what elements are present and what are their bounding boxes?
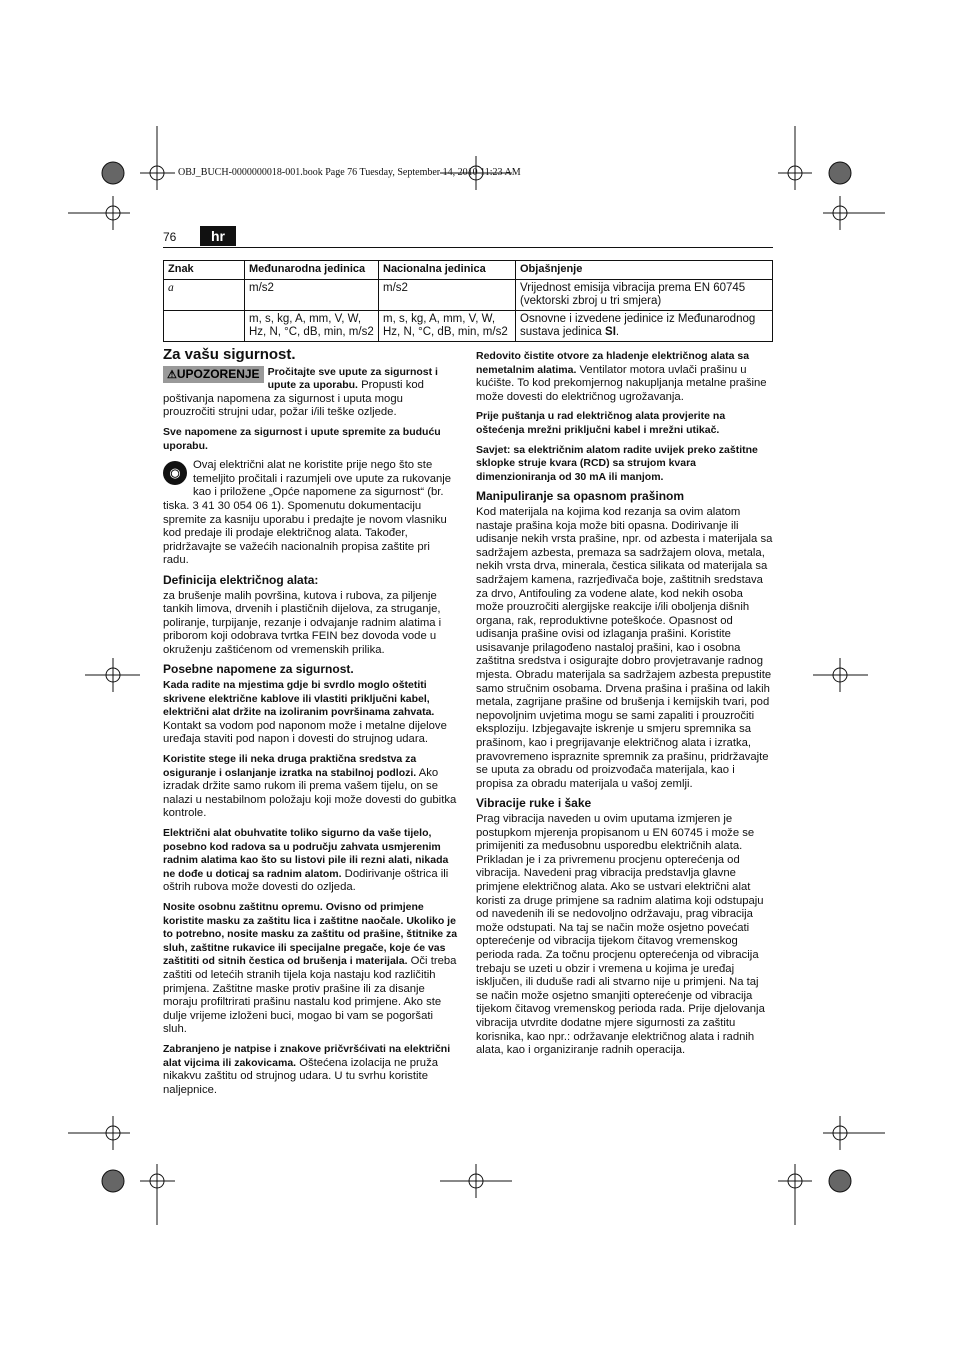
vibration-text: Prag vibracija naveden u ovim uputama izmjeren je postupkom mjerenja propisanom u EN 60745 i može se primijeniti za međusobnu usporedbu električnih alata. Prikladan je i za privremenu procjenu opterećenja od vibracija. Navedeni prag vibracija predstavlja glavne primjene električnog alata. Ako se ustvari električni alat koristi za druge primjene sa radnim alatima koji odstupaju od navedenih ili se nedovoljno održavaju, prag vibracija može odstupati. Na taj se način može osjetno povećati opterećenje od vibracija tijekom čitavog vremenskog perioda rada. Za točnu procjenu opterećenja od vibracija trebaju se uzeti u obzir i vremena u kojima je uređaj isključen, ili duduše radi ali stvarno nije u primjeni. Na taj se način može osjetno smanjiti opterećenje od vibracija tijekom čitavog vremenskog perioda rada. Prije djelovanja vibracija utvrdite dodatne mjere sigurnosti za zaštitu korisnika, kao npr.: održavanje električnog alata i radnih alata, kao i organiziranje radnih operacija. xyxy=(476,813,765,1057)
language-badge: hr xyxy=(200,226,236,246)
book-text: Ovaj električni alat ne koristite prije nego što ste temeljito pročitali i razumjeli ove upute za rukovanje kao i priložene „Opće napomene za sigurnost“ (br. tiska. 3 41 30 054 06 1). Spomenutu dokumentaciju spremite za kasniju uporabu i predajte je novom vlasniku kod predaje ili prodaje električnog alata. Također, pridržavajte se važećih nacionalnih propisa zaštite pri radu. xyxy=(163,459,452,567)
warning-text: Propusti kod poštivanja napomena za sigurnost i uputa mogu prouzročiti strujni udar, požar i/ili teške ozljede. xyxy=(163,379,424,419)
table-row xyxy=(164,280,773,311)
dust-heading: Manipuliranje sa opasnom prašinom xyxy=(476,489,685,504)
warning-bold: Pročitajte sve upute za sigurnost i upute za uporabu. xyxy=(267,365,438,392)
si-period: . xyxy=(615,326,620,338)
table-cell: a xyxy=(164,280,245,311)
header-rule xyxy=(163,247,773,248)
page-number: 76 xyxy=(163,230,177,244)
table-header: Nacionalna jedinica xyxy=(379,261,516,280)
si-abbrev: SI xyxy=(605,326,616,338)
warning-label: UPOZORENJE xyxy=(176,366,260,381)
table-cell: m, s, kg, A, mm, V, W, Hz, N, °C, dB, min, m/s2 xyxy=(379,311,516,342)
book-paragraph xyxy=(163,459,458,568)
safety-paragraph: Prije puštanja u rad električnog alata provjerite na oštećenja mrežni priključni kabel i mrežni utikač. xyxy=(476,410,726,436)
safety-paragraph: Zabranjeno je natpise i znakove pričvršćivati na električni alat vijcima ili zakovicama. Oštećena izolacija ne pruža nikakvu zaštitu od strujnog udara. U tu svrhu koristite naljepnice. xyxy=(163,1042,451,1096)
warning-triangle-icon: ⚠ xyxy=(167,368,177,381)
table-header: Znak xyxy=(164,261,245,280)
table-row xyxy=(164,311,773,342)
rcd-advice: Savjet: sa električnim alatom radite uvijek preko zaštitne sklopke struje kvara (RCD) sa strujom kvara dimenzioniranja od 30 mA ili manjom. xyxy=(476,443,758,483)
table-cell: Vrijednost emisija vibracija prema EN 60745 (vektorski zbroj u tri smjera) xyxy=(516,280,773,311)
read-manual-icon: ◉ xyxy=(163,461,187,485)
safety-paragraph: Električni alat obuhvatite toliko sigurno da vaše tijelo, posebno kod radova sa u području zahvata usmjerenim radnim alatima kao što su listovi pile ili rezni alati, nikada ne dođe u doticaj sa radnim alatom. Dodirivanje oštrica ili oštrih rubova može dovesti do ozljeda. xyxy=(163,827,449,894)
units-table xyxy=(163,260,773,342)
left-column xyxy=(163,348,458,1103)
vibration-heading: Vibracije ruke i šake xyxy=(476,796,592,811)
table-cell xyxy=(164,311,245,342)
table-header: Objašnjenje xyxy=(516,261,773,280)
table-cell: m, s, kg, A, mm, V, W, Hz, N, °C, dB, min, m/s2 xyxy=(245,311,379,342)
definition-heading: Definicija električnog alata: xyxy=(163,572,319,587)
section-title: Za vašu sigurnost. xyxy=(163,346,296,363)
save-notice: Sve napomene za sigurnost i upute spremite za buduću uporabu. xyxy=(163,425,441,452)
si-explanation: Osnovne i izvedene jedinice iz Međunarodnog sustava jedinica xyxy=(520,313,756,338)
definition-text: za brušenje malih površina, kutova i rubova, za piljenje tankih limova, drvenih i plastičnih dijelova, za struganje, poliranje, turpijanje, rezanje i odvajanje radnim alatima i priborom koji odobrava tvrtka FEIN bez dovoda vode u okruženju zaštićenom od vremenskih prilika. xyxy=(163,589,442,656)
table-cell xyxy=(516,311,773,342)
table-cell: m/s2 xyxy=(379,280,516,311)
safety-paragraph: Kada radite na mjestima gdje bi svrdlo moglo oštetiti skrivene električne kablove ili vlastiti priključni kabel, električni alat držite na izoliranim površinama zahvata. Kontakt sa vodom pod naponom može i metalne dijelove uređaja staviti pod napon i dovesti do strujnog udara. xyxy=(163,679,447,746)
table-header-row xyxy=(164,261,773,280)
dust-text: Kod materijala na kojima kod rezanja sa ovim alatom nastaje prašina koja može biti opasna. Dodirivanje ili udisanje nekih vrsta prašine, npr. od azbesta i materijala sa sadržajem azbesta, premaza sa sadržajem olova, metala, nekih vrsta drva, minerala, čestica silikata od materijala sa sadržajem kamena, razrjeđivača boje, zaštitnih sredstava za drvo, Antifouling za vodene alate, kod nekih osoba može prouzročiti alergijske reakcije i/ili oboljenja dišnih organa, rak, reproduktivne poteškoće. Opasnost od udisanja prašine ovisi od izlaganja prašini. Koristite usisavanje prilagođeno nastaloj prašini, kao i osobna zaštitna sredstva i osigurajte dobro provjetravanje radnog mjesta. Obradu materijala sa sadržajem azbesta prepustite samo stručnim osobama. Drvena prašina i prašina od lakih metala, zagrijane prašine od brušenja i kemijskih tvari, pod nepovoljnim uvjetima mogu se sami zapaliti i prouzročiti eksploziju. Izbjegavajte iskrenje u smjeru spremnika sa prašinom, kao i pregrijavanje električnog alata i izratka, pravovremeno ispraznite spremnik za prašinu, pridržavajte se uputa za obradu od proizvođača materijala, kao i propisa za obradu materijala u vašoj zemlji. xyxy=(476,505,773,790)
table-header: Međunarodna jedinica xyxy=(245,261,379,280)
right-column xyxy=(476,350,773,1064)
safety-paragraph: Redovito čistite otvore za hladenje električnog alata sa nemetalnim alatima. Ventilator motora uvlači prašinu u kućište. To kod prekomjernog nakupljanja metalne prašine može dovesti do električnog ugrožavanja. xyxy=(476,350,767,403)
table-cell: m/s2 xyxy=(245,280,379,311)
safety-paragraph: Nosite osobnu zaštitnu opremu. Ovisno od primjene koristite masku za zaštitu lica i zaštitne naočale. Ukoliko je to potrebno, nosite masku za zaštitu od prašine, štitnike za sluh, zaštitne rukavice ili specijalne pregače, koje će vas zaštititi od sitnih čestica od brušenja i materijala. Oči treba zaštiti od letećih stranih tijela koja nastaju kod različitih primjena. Zaštitne maske protiv prašine ili za disanje moraju profiltrirati prašinu nastalu kod primjene. Ako ste dulje vrijeme izloženi buci, mogao bi vam se pogoršati sluh. xyxy=(163,900,458,1036)
file-info: OBJ_BUCH-0000000018-001.book Page 76 Tuesday, September 14, 2010 11:23 AM xyxy=(178,167,521,178)
special-notes-heading: Posebne napomene za sigurnost. xyxy=(163,662,354,677)
warning-badge xyxy=(163,366,264,383)
warning-paragraph xyxy=(163,366,458,420)
safety-paragraph: Koristite stege ili neka druga praktična sredstva za osiguranje i oslanjanje izratka na stabilnoj podlozi. Ako izradak držite samo rukom ili prema vašem tijelu, on se nalazi u nestabilnom položaju koji može dovesti do gubitka kontrole. xyxy=(163,753,457,820)
